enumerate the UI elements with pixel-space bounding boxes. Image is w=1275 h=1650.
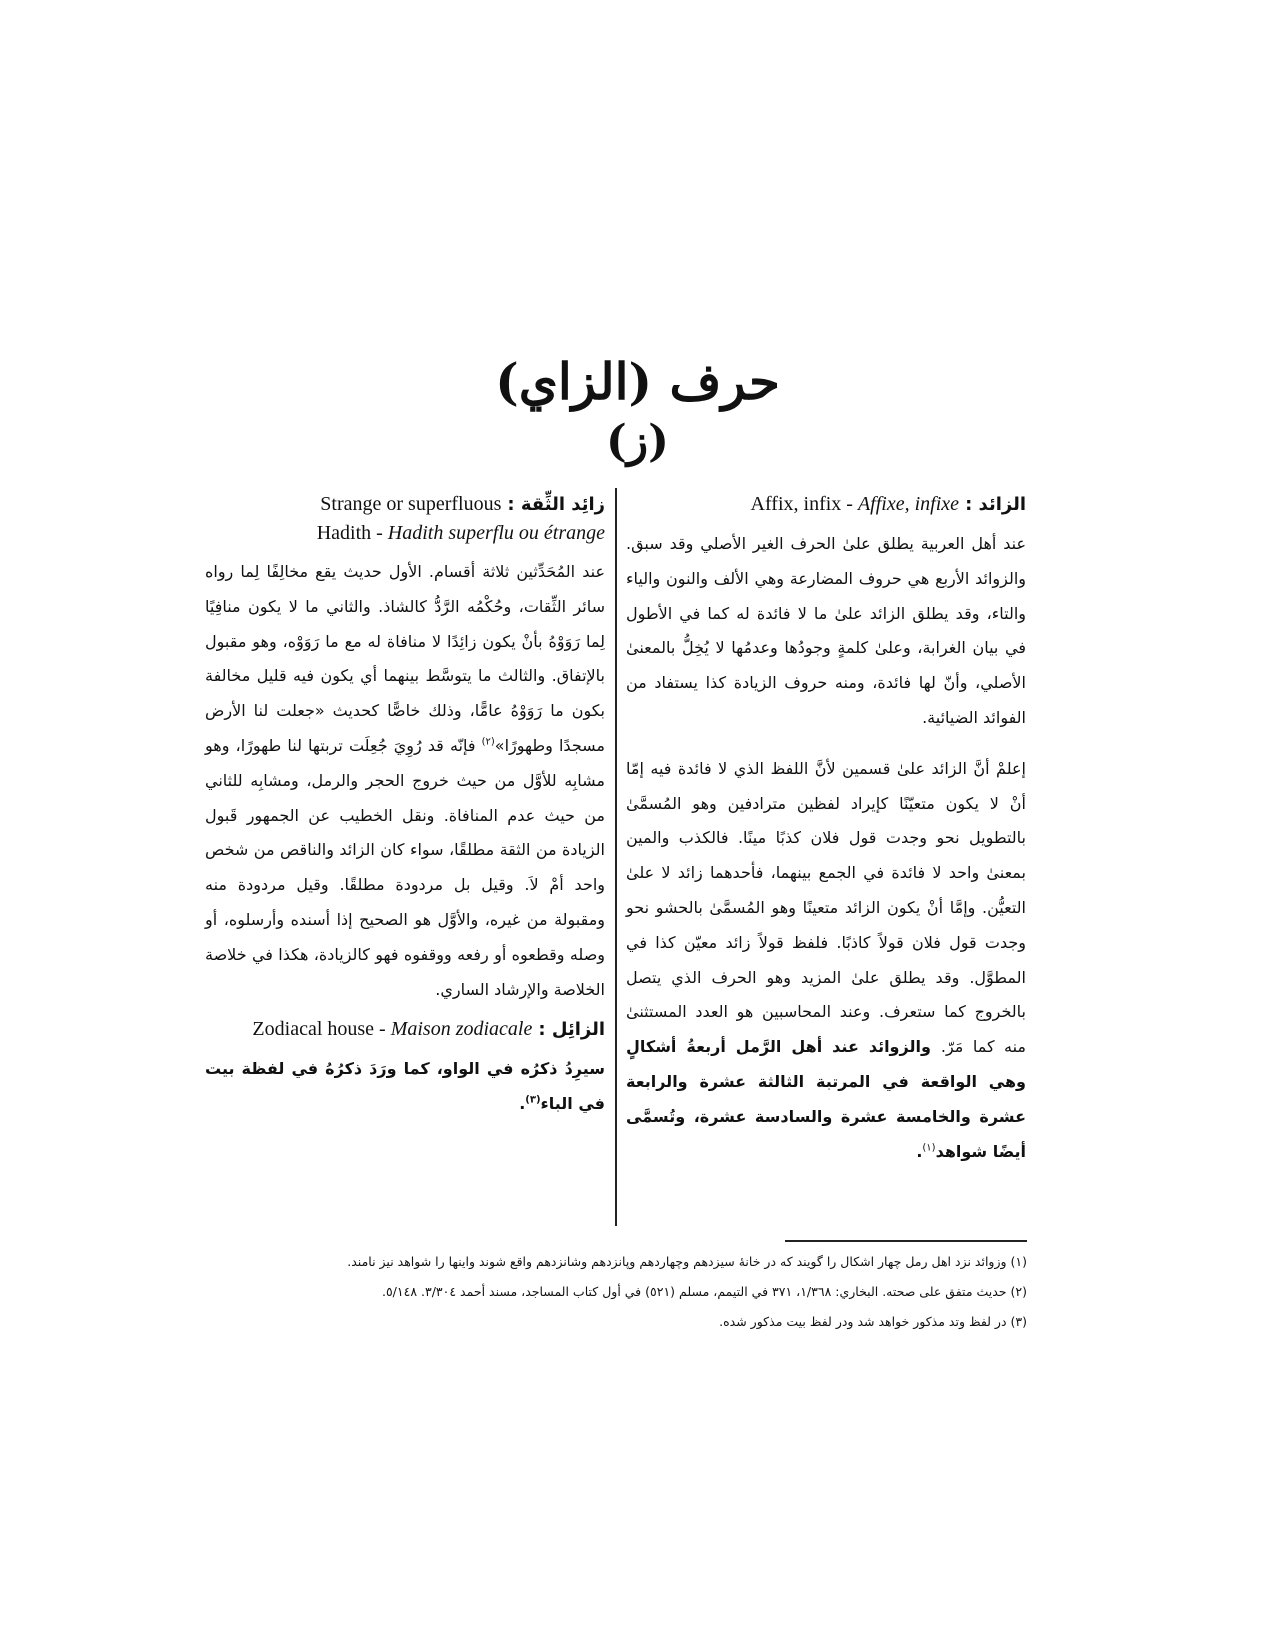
entry-term-translation <box>252 1018 532 1040</box>
right-column <box>626 490 1026 1169</box>
column-divider <box>615 488 617 1226</box>
chapter-title: حرف (الزاي) <box>495 352 780 411</box>
paragraph-end: . <box>519 1094 526 1114</box>
footnote: (١) وزوائد نزد اهل رمل چهار اشكال را گويند كه در خانۀ سيزدهم وچهاردهم وپانزدهم وشانزدهم واقع شوند واينها را شواهد نيز نامند. <box>347 1254 1027 1269</box>
entry-term-arabic: الزائِل : <box>538 1019 605 1041</box>
entry-term-translation-line2 <box>205 519 605 547</box>
entry-paragraph: عند أهل العربية يطلق علىٰ الحرف الغير الأصلي وقد سبق. والزوائد الأربع هي حروف المضارعة وهي الألف والنون والياء والتاء، وقد يطلق الزائد علىٰ ما لا فائدة له كما في الأطول في بيان الغرابة، وعلىٰ كلمةٍ وجودُها وعدمُها لا يُخِلُّ بالمعنىٰ الأصلي، وأنّ لها فائدة، ومنه حروف الزيادة كذا يستفاد من الفوائد الضيائية. <box>626 534 1026 727</box>
chapter-letter: (ز) <box>606 416 669 467</box>
entry-term-english-2: Hadith - <box>316 522 388 544</box>
entry-heading-zail <box>205 1015 605 1044</box>
entry-term-french: Hadith superflu ou étrange <box>387 522 605 544</box>
entry-term-french: Maison zodiacale <box>390 1018 533 1041</box>
footnote-ref: (٢) <box>481 736 495 748</box>
footnote: (٣) در لفظ وتد مذكور خواهد شد ودر لفظ بيت مذكور شده. <box>719 1314 1027 1329</box>
entry-paragraph <box>205 1052 605 1122</box>
entry-term-english: Zodiacal house - <box>252 1018 391 1041</box>
entry-heading-zaid-thiqa <box>205 490 605 547</box>
left-column <box>205 490 605 1122</box>
footnote-ref: (٣) <box>525 1094 541 1106</box>
footnote-separator <box>785 1240 1027 1242</box>
paragraph-bold-text: والزوائد عند أهل الرَّمل أربعةُ أشكالٍ وهي الواقعة في المرتبة الثالثة عشرة والرابعة عشرة والخامسة عشرة والسادسة عشرة، وتُسمَّى أيضًا شواهد <box>626 1037 1026 1161</box>
entry-term-arabic: زائِد الثِّقة : <box>507 494 605 515</box>
entry-term-english: Affix, infix - <box>750 493 858 515</box>
entry-term-english: Strange or superfluous <box>320 493 502 515</box>
footnote-ref: (١) <box>922 1142 936 1154</box>
entry-term-french: Affixe, infixe <box>857 493 960 515</box>
entry-heading-zaid <box>626 490 1026 519</box>
paragraph-text: عند المُحَدِّثين ثلاثة أقسام. الأول حديث يقع مخالِفًا لِما رواه سائر الثِّقات، وحُكْمُه الرَّدُّ كالشاذ. والثاني ما لا يكون منافِيًا لِما رَوَوْهُ بأنْ يكون زائِدًا لا منافاة له مع ما رَوَوْه، وهو مقبول بالإتفاق. والثالث ما يتوسَّط بينهما أي يكون فيه قليل مخالفة بكون ما رَوَوْهُ عامًّا، وذلك خاصًّا كحديث «جعلت لنا الأرض مسجدًا وطهورًا» <box>205 562 605 755</box>
footnote: (٢) حديث متفق على صحته. البخاري: ١/٣٦٨، ٣٧١ في التيمم، مسلم (٥٢١) في أول كتاب المساجد، مسند أحمد ٣/٣٠٤. ٥/١٤٨. <box>381 1284 1027 1299</box>
entry-paragraph <box>205 555 605 1007</box>
entry-paragraph <box>626 752 1026 1170</box>
entry-term-arabic: الزائد : <box>965 494 1026 515</box>
paragraph-text: إعلمْ أنَّ الزائد علىٰ قسمين لأنَّ اللفظ الذي لا فائدة فيه إمّا أنْ لا يكون متعيّنًا كإيراد لفظين مترادفين وهو المُسمَّىٰ بالتطويل نحو وجدت قول فلان كذبًا مينًا. فالكذب والمين بمعنىٰ واحد لا فائدة في الجمع بينهما، فأحدهما زائد لا علىٰ التعيُّن. وإمَّا أنْ يكون الزائد متعينًا وهو المُسمَّىٰ بالحشو نحو وجدت قول فلان قولاً كاذبًا. فلفظ قولاً زائد معيّن كذا في المطوَّل. وقد يطلق علىٰ المزيد وهو الحرف الذي يتصل بالخروج كما ستعرف. وعند المحاسبين هو العدد المستثنىٰ منه كما مَرّ. <box>626 758 1027 1057</box>
paragraph-end: . <box>916 1141 923 1161</box>
footnotes <box>205 1250 1027 1340</box>
entry-term-translation <box>751 493 959 515</box>
paragraph-text: فإنّه قد رُوِيَ جُعِلَت تربتها لنا طهورًا، وهو مشابِه للأوَّل من حيث خروج الحجر والرمل، ومشابِه للثاني من حيث عدم المنافاة. ونقل الخطيب عن الجمهور قَبول الزيادة من الثقة مطلقًا، سواء كان الزائد والناقص من شخص واحد أمْ لاَ. وقيل بل مردودة مطلقًا. وقيل مردودة منه ومقبولة من غيره، والأوَّل هو الصحيح إذا أسنده وأرسلوه، أو وصله وقطعوه أو رفعه ووقفوه فهو كالزيادة، هكذا في خلاصة الخلاصة والإرشاد الساري. <box>205 735 605 999</box>
paragraph-text: سيرِدُ ذكرُه في الواو، كما ورَدَ ذكرُهُ في لفظة بيت في الباء <box>205 1059 605 1114</box>
